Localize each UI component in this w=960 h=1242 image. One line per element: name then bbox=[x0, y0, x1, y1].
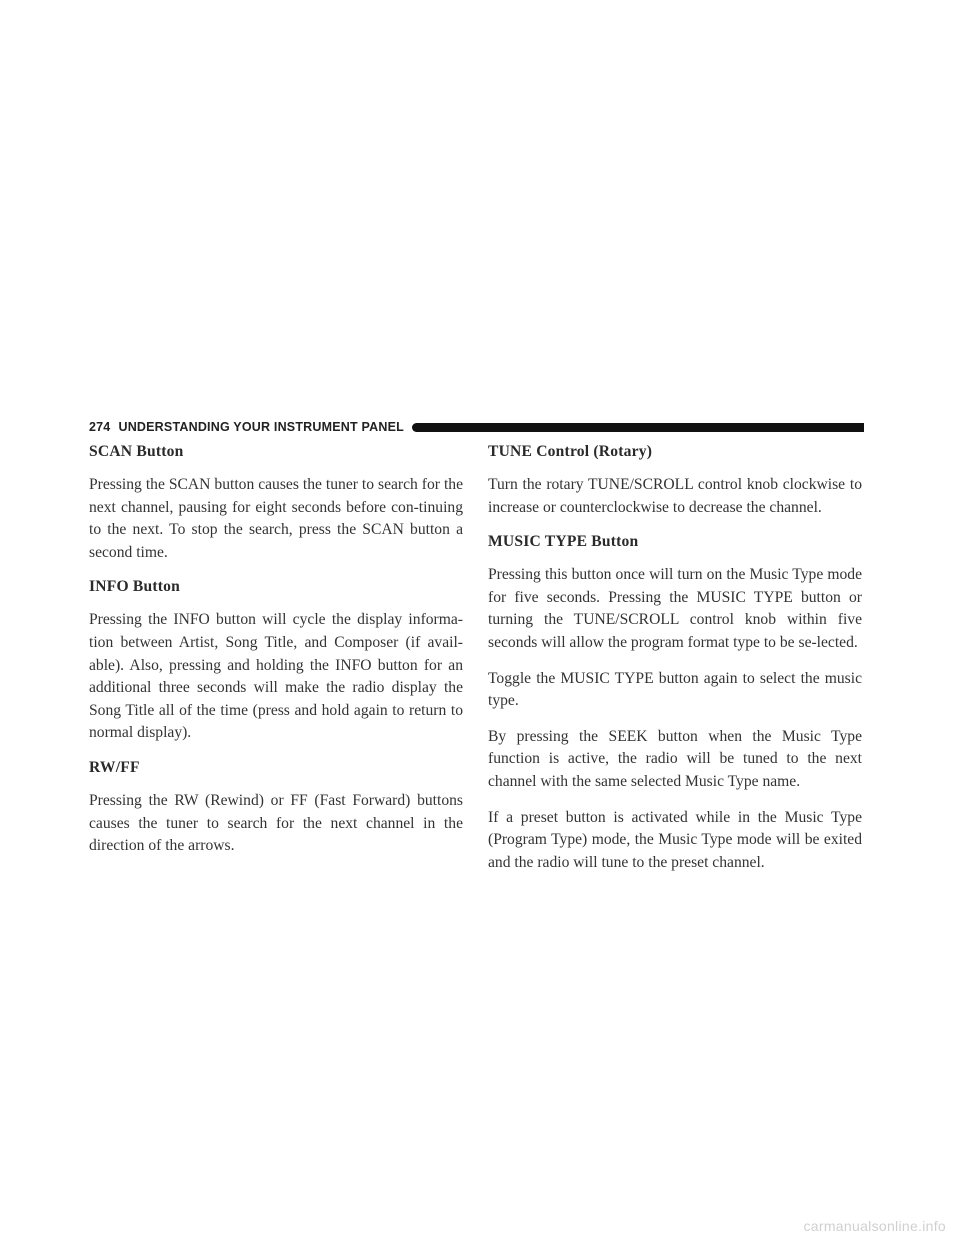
paragraph-music-type-3: By pressing the SEEK button when the Music Type function is active, the radio will be tuned to the next channel with the same selected Music Type name. bbox=[488, 727, 862, 790]
page-number: 274 bbox=[89, 420, 111, 434]
page-header bbox=[89, 419, 864, 435]
paragraph-scan-button: Pressing the SCAN button causes the tuner to search for the next channel, pausing for eight seconds before con-tinuing to the next. To stop the search, press the SCAN button a second time. bbox=[89, 476, 463, 561]
paragraph-music-type-2: Toggle the MUSIC TYPE button again to select the music type. bbox=[488, 669, 862, 710]
watermark: carmanualsonline.info bbox=[803, 1218, 946, 1234]
heading-music-type-button: MUSIC TYPE Button bbox=[488, 533, 639, 551]
heading-rw-ff: RW/FF bbox=[89, 758, 140, 776]
paragraph-rw-ff: Pressing the RW (Rewind) or FF (Fast Forward) buttons causes the tuner to search for the next channel in the direction of the arrows. bbox=[89, 791, 463, 855]
left-column bbox=[89, 442, 463, 858]
right-column bbox=[488, 442, 862, 874]
header-rule bbox=[412, 423, 864, 432]
section-title: UNDERSTANDING YOUR INSTRUMENT PANEL bbox=[118, 420, 404, 434]
heading-info-button: INFO Button bbox=[89, 578, 181, 596]
paragraph-info-button: Pressing the INFO button will cycle the display informa-tion between Artist, Song Title, and Composer (if avail-able). Also, pressing and holding the INFO button for an additional three seconds will make the radio display the Song Title all of the time (press and hold again to return to normal display). bbox=[89, 611, 463, 742]
paragraph-music-type-4: If a preset button is activated while in the Music Type (Program Type) mode, the Music Type mode will be exited and the radio will tune to the preset channel. bbox=[488, 808, 862, 871]
heading-scan-button: SCAN Button bbox=[89, 443, 184, 460]
heading-tune-control: TUNE Control (Rotary) bbox=[488, 443, 653, 460]
paragraph-music-type-1: Pressing this button once will turn on the Music Type mode for five seconds. Pressing the MUSIC TYPE button or turning the TUNE/SCROLL control knob within five seconds will allow the program format type to be se-lected. bbox=[488, 566, 862, 651]
paragraph-tune-control: Turn the rotary TUNE/SCROLL control knob clockwise to increase or counterclockwise to decrease the channel. bbox=[488, 476, 862, 516]
